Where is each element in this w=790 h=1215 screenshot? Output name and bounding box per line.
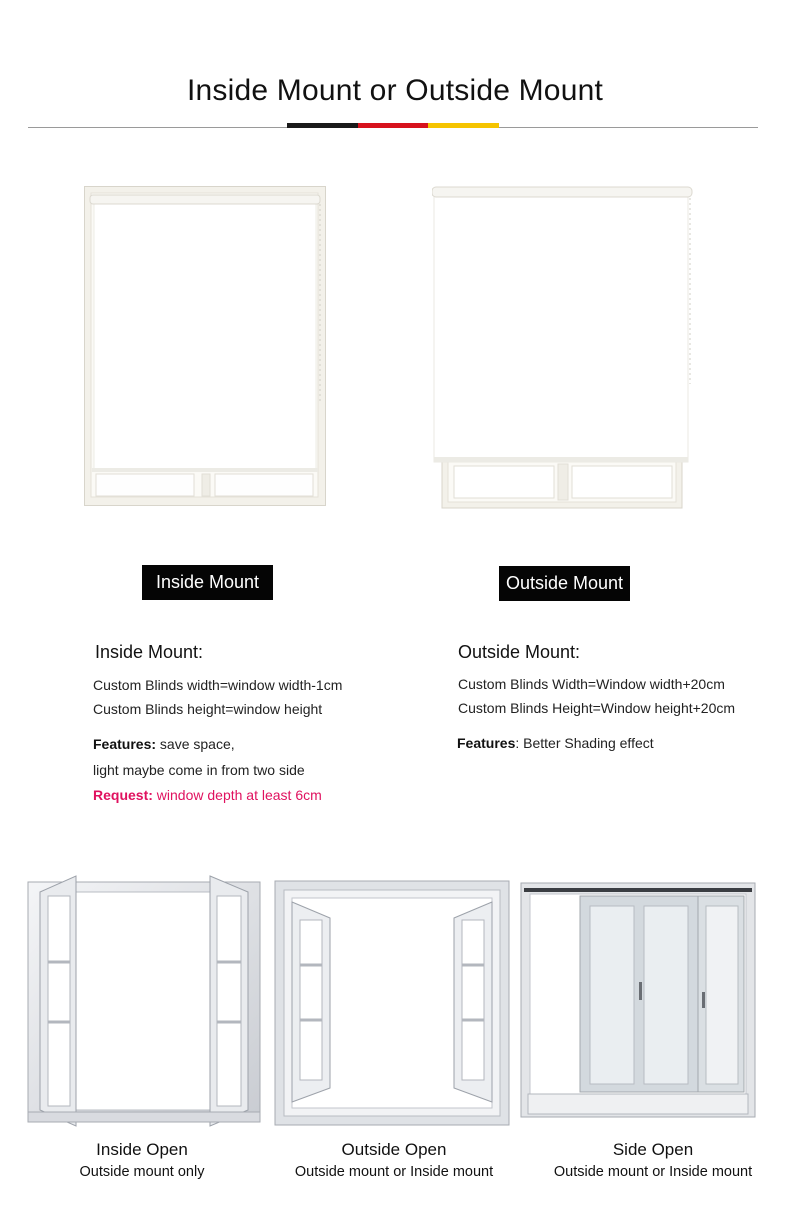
outside-width-formula: Custom Blinds Width=Window width+20cm [458, 676, 725, 692]
outside-features-label: Features [457, 735, 516, 751]
inside-features-text: save space, [156, 736, 235, 752]
inside-mount-heading: Inside Mount: [95, 642, 204, 662]
side-open-title: Side Open [612, 1140, 694, 1159]
inside-width-formula: Custom Blinds width=window width-1cm [93, 677, 343, 693]
inside-mount-badge: Inside Mount [142, 565, 273, 600]
outside-mount-badge: Outside Mount [499, 566, 630, 601]
inside-open-subtitle: Outside mount only [79, 1164, 205, 1180]
inside-features [93, 736, 235, 752]
outside-mount-heading: Outside Mount: [458, 642, 581, 662]
inside-features-label: Features: [93, 736, 157, 752]
inside-height-formula: Custom Blinds height=window height [93, 701, 323, 717]
page-title: Inside Mount or Outside Mount [186, 74, 603, 107]
outside-open-title: Outside Open [341, 1140, 447, 1159]
inside-open-title: Inside Open [96, 1140, 188, 1159]
inside-request [93, 787, 322, 803]
outside-height-formula: Custom Blinds Height=Window height+20cm [458, 700, 736, 716]
inside-request-text: window depth at least 6cm [152, 787, 322, 803]
accent-bar-black [287, 123, 358, 128]
inside-features-text2: light maybe come in from two side [93, 762, 305, 778]
accent-bar-red [358, 123, 429, 128]
outside-features-text: : Better Shading effect [515, 735, 654, 751]
outside-features [457, 735, 654, 751]
outside-mount-blind-image [432, 184, 694, 510]
inside-mount-blind-image [84, 186, 328, 508]
accent-bar-yellow [428, 123, 499, 128]
outside-open-subtitle: Outside mount or Inside mount [294, 1164, 494, 1180]
side-open-window-image [520, 882, 756, 1120]
inside-open-window-image [26, 872, 266, 1130]
inside-request-label: Request: [93, 787, 153, 803]
outside-open-window-image [274, 880, 512, 1128]
side-open-subtitle: Outside mount or Inside mount [553, 1164, 753, 1180]
